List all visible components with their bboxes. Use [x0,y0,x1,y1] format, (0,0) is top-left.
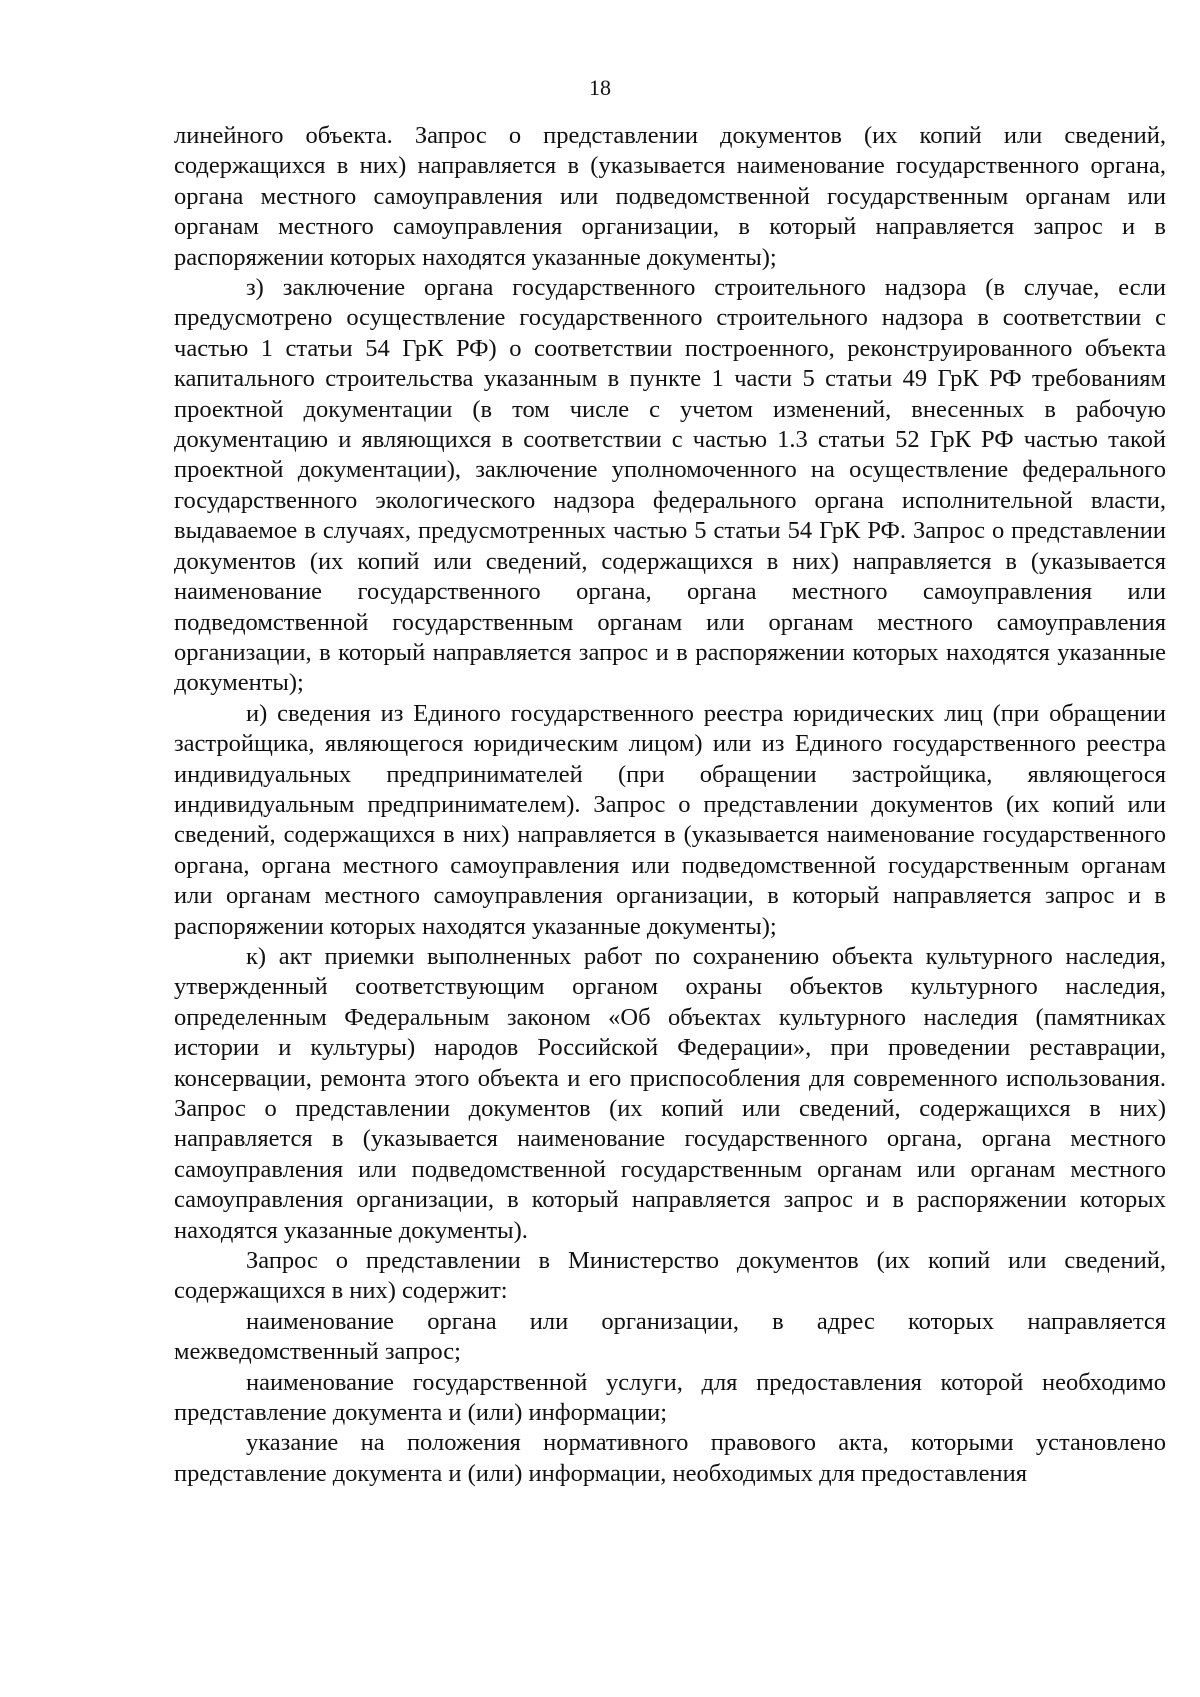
paragraph-item-z: з) заключение органа государственного строительного надзора (в случае, если предусмотрено осуществление государственного строительного надзора в соответствии с частью 1 статьи 54 ГрК РФ) о соответствии построенного, реконструированного объекта капитального строительства указанным в пункте 1 части 5 статьи 49 ГрК РФ требованиям проектной документации (в том числе с учетом изменений, внесенных в рабочую документацию и являющихся в соответствии с частью 1.3 статьи 52 ГрК РФ частью такой проектной документации), заключение уполномоченного на осуществление федерального государственного экологического надзора федерального органа исполнительной власти, выдаваемое в случаях, предусмотренных частью 5 статьи 54 ГрК РФ. Запрос о представлении документов (их копий или сведений, содержащихся в них) направляется в (указывается наименование государственного органа, органа местного самоуправления или подведомственной государственным органам или органам местного самоуправления организации, в который направляется запрос и в распоряжении которых находятся указанные документы); [174,274,1166,697]
paragraph-organization-name: наименование органа или организации, в адрес которых направляется межведомственный запрос; [174,1307,1166,1366]
paragraph-request-contents: Запрос о представлении в Министерство документов (их копий или сведений, содержащихся в них) содержит: [174,1247,1166,1305]
page-number: 18 [589,75,611,100]
paragraph-item-k: к) акт приемки выполненных работ по сохранению объекта культурного наследия, утвержденный соответствующим органом охраны объектов культурного наследия, определенным Федеральным законом «Об объектах культурного наследия (памятниках истории и культуры) народов Российской Федерации», при проведении реставрации, консервации, ремонта этого объекта и его приспособления для современного использования. Запрос о представлении документов (их копий или сведений, содержащихся в них) направляется в (указывается наименование государственного органа, органа местного самоуправления или подведомственной государственным органам или органам местного самоуправления организации, в который направляется запрос и в распоряжении которых находятся указанные документы). [174,942,1166,1244]
paragraph-item-i: и) сведения из Единого государственного реестра юридических лиц (при обращении застройщика, являющегося юридическим лицом) или из Единого государственного реестра индивидуальных предпринимателей (при обращении застройщика, являющегося индивидуальным предпринимателем). Запрос о представлении документов (их копий или сведений, содержащихся в них) направляется в (указывается наименование государственного органа, органа местного самоуправления или подведомственной государственным органам или органам местного самоуправления организации, в который направляется запрос и в распоряжении которых находятся указанные документы); [174,699,1166,940]
document-body [174,121,1166,1489]
paragraph-service-name: наименование государственной услуги, для предоставления которой необходимо представление документа и (или) информации; [174,1368,1166,1427]
paragraph-legal-reference: указание на положения нормативного правового акта, которыми установлено представление документа и (или) информации, необходимых для предоставления [174,1429,1166,1487]
paragraph-continuation: линейного объекта. Запрос о представлении документов (их копий или сведений, содержащихся в них) направляется в (указывается наименование государственного органа, органа местного самоуправления или подведомственной государственным органам или органам местного самоуправления организации, в который направляется запрос и в распоряжении которых находятся указанные документы); [174,122,1166,271]
